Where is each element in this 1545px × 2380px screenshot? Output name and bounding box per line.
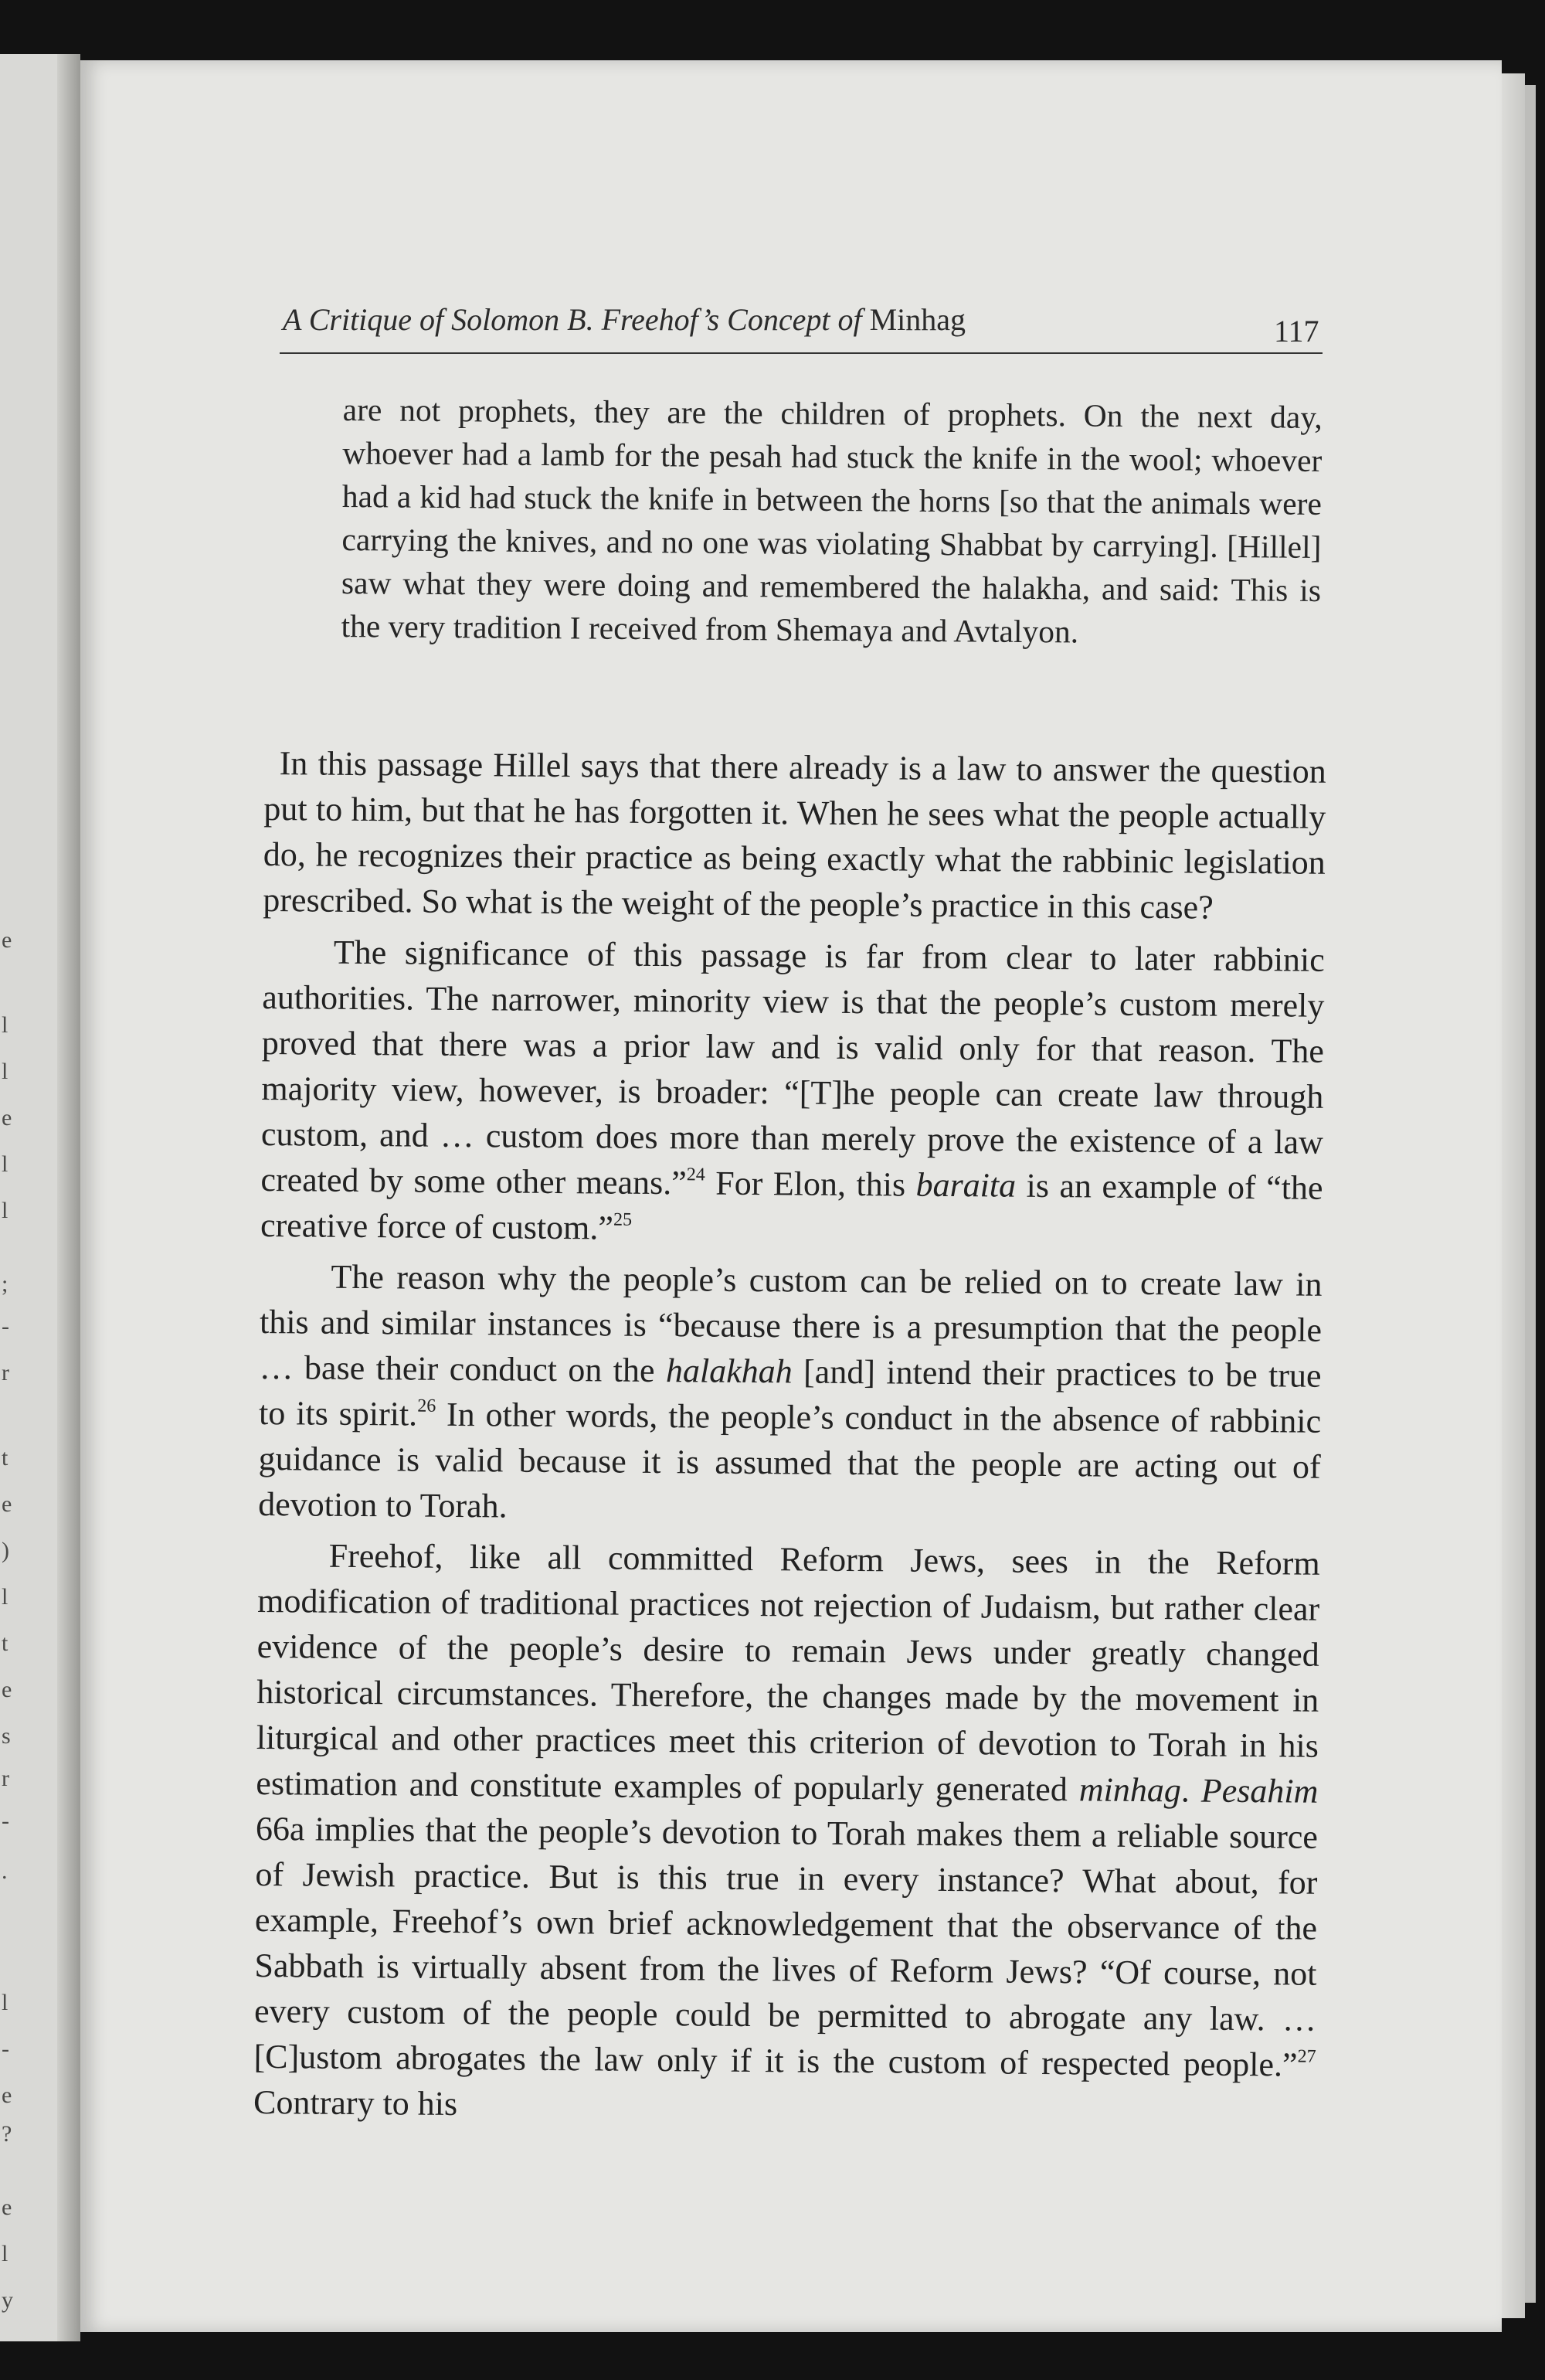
- paragraph-3: [258, 1253, 1323, 1535]
- margin-fragment: l: [2, 2241, 8, 2266]
- margin-fragment: s: [2, 1723, 11, 1749]
- margin-fragment: -: [2, 2036, 9, 2062]
- paragraph-2-text: is an example of “the creative force of custom.”: [260, 1166, 1323, 1247]
- margin-fragment: e: [2, 927, 12, 953]
- footnote-ref-25: 25: [613, 1209, 633, 1230]
- paragraph-3-text: In other words, the people’s conduct in the absence of rabbinic guidance is valid because it is assumed that the people are acting out of devotion to Torah.: [258, 1395, 1322, 1525]
- margin-fragment: -: [2, 1808, 9, 1834]
- page-stack-edge: [1502, 73, 1525, 2318]
- paragraph-3-text: [and] intend their practices to be true to its spirit.: [258, 1352, 1322, 1433]
- italic-term: minhag: [1078, 1770, 1182, 1810]
- block-quote: [341, 388, 1323, 655]
- running-head: [283, 301, 1326, 338]
- block-quote-text: are not prophets, they are the children of prophets. On the next day, whoever had a lamb for the pesah had stuck the knife in the wool; whoever had a kid had stuck the knife in between the horns [so that the animals were carrying the knives, and no one was violating Shabbat by carrying]. [Hillel] saw what they were doing and remembered the halakha, and said: This is the very tradition I received from Shemaya and Avtalyon.: [341, 391, 1323, 650]
- margin-fragment: l: [2, 1990, 8, 2015]
- margin-fragment: l: [2, 1151, 8, 1177]
- margin-fragment: l: [2, 1584, 8, 1610]
- paragraph-1: In this passage Hillel says that there already is a law to answer the question put to him, but that he has forgotten it. When he sees what the people actually do, he recognizes their practice as being exactly what the rabbinic legislation prescribed. So what is the weight of the people’s practice in this case?: [263, 744, 1326, 926]
- margin-fragment: t: [2, 1445, 8, 1470]
- italic-term: Pesahim: [1200, 1771, 1319, 1810]
- header-rule: [280, 352, 1323, 354]
- page-number: 117: [1274, 314, 1319, 348]
- margin-fragment: l: [2, 1059, 8, 1084]
- margin-fragment: r: [2, 1766, 9, 1791]
- paragraph-4-text: 66a implies that the people’s devotion to Torah makes them a reliable source of Jewish practice. But is this true in every instance? What about, for example, Freehof’s own brief acknowledgement that the observance of the Sabbath is virtually absent from the lives of Reform Jews? “Of course, not every custom of the people could be permitted to abrogate any law. … [C]ustom abrogates the law only if it is the custom of respected people.”: [253, 1809, 1319, 2084]
- margin-fragment: ;: [2, 1271, 8, 1297]
- italic-term: baraita: [915, 1165, 1017, 1205]
- paragraph-4-text: Contrary to his: [253, 2082, 458, 2123]
- margin-fragment: l: [2, 1198, 8, 1223]
- running-head-minhag: Minhag: [869, 302, 966, 337]
- book-gutter: [57, 54, 80, 2341]
- italic-term: halakhah: [665, 1352, 793, 1391]
- margin-fragment: e: [2, 1491, 12, 1517]
- book-page: [80, 60, 1502, 2332]
- paragraph-2-text: The significance of this passage is far from clear to later rabbinic authorities. The narrower, minority view is that the people’s custom merely proved that there was a prior law and is valid only for that reason. The majority view, however, is broader: “[T]he people can create law through custom, and … custom does more than merely prove the existence of a law created by some other means.”: [260, 933, 1326, 1202]
- footnote-ref-24: 24: [686, 1164, 705, 1185]
- footnote-ref-27: 27: [1297, 2046, 1316, 2067]
- margin-fragment: r: [2, 1360, 9, 1386]
- paragraph-4: [253, 1532, 1320, 2134]
- footnote-ref-26: 26: [417, 1396, 436, 1416]
- margin-fragment: ): [2, 1538, 9, 1563]
- paragraph-2: [260, 929, 1325, 1256]
- margin-fragment: ?: [2, 2121, 12, 2147]
- paragraph-4-text: Freehof, like all committed Reform Jews, sees in the Reform modification of traditional practices not rejection of Judaism, but rather clear evidence of the people’s desire to remain Jews under greatly changed historical circumstances. Therefore, the changes made by the movement in liturgical and other practices meet this criterion of devotion to Torah in his estimation and constitute examples of popularly generated: [256, 1536, 1320, 1809]
- margin-fragment: e: [2, 1105, 12, 1130]
- margin-fragment: t: [2, 1630, 8, 1656]
- paragraph-3-text: The reason why the people’s custom can be relied on to create law in this and similar instances is “because there is a presumption that the people … base their conduct on the: [259, 1257, 1323, 1390]
- margin-fragment: e: [2, 1677, 12, 1702]
- margin-fragment: .: [2, 1858, 8, 1884]
- facing-page-edge: [0, 54, 80, 2341]
- margin-fragment: e: [2, 2195, 12, 2220]
- margin-fragment: y: [2, 2287, 13, 2313]
- paragraph-4-text: .: [1180, 1771, 1202, 1810]
- margin-fragment: e: [2, 2082, 12, 2108]
- margin-fragment: -: [2, 1314, 9, 1339]
- page-stack-edge: [1525, 85, 1536, 2303]
- body-text: [253, 740, 1326, 2139]
- running-head-title: A Critique of Solomon B. Freehof’s Concept of: [283, 302, 862, 337]
- margin-fragment: l: [2, 1012, 8, 1038]
- paragraph-2-text: For Elon, this: [705, 1164, 916, 1204]
